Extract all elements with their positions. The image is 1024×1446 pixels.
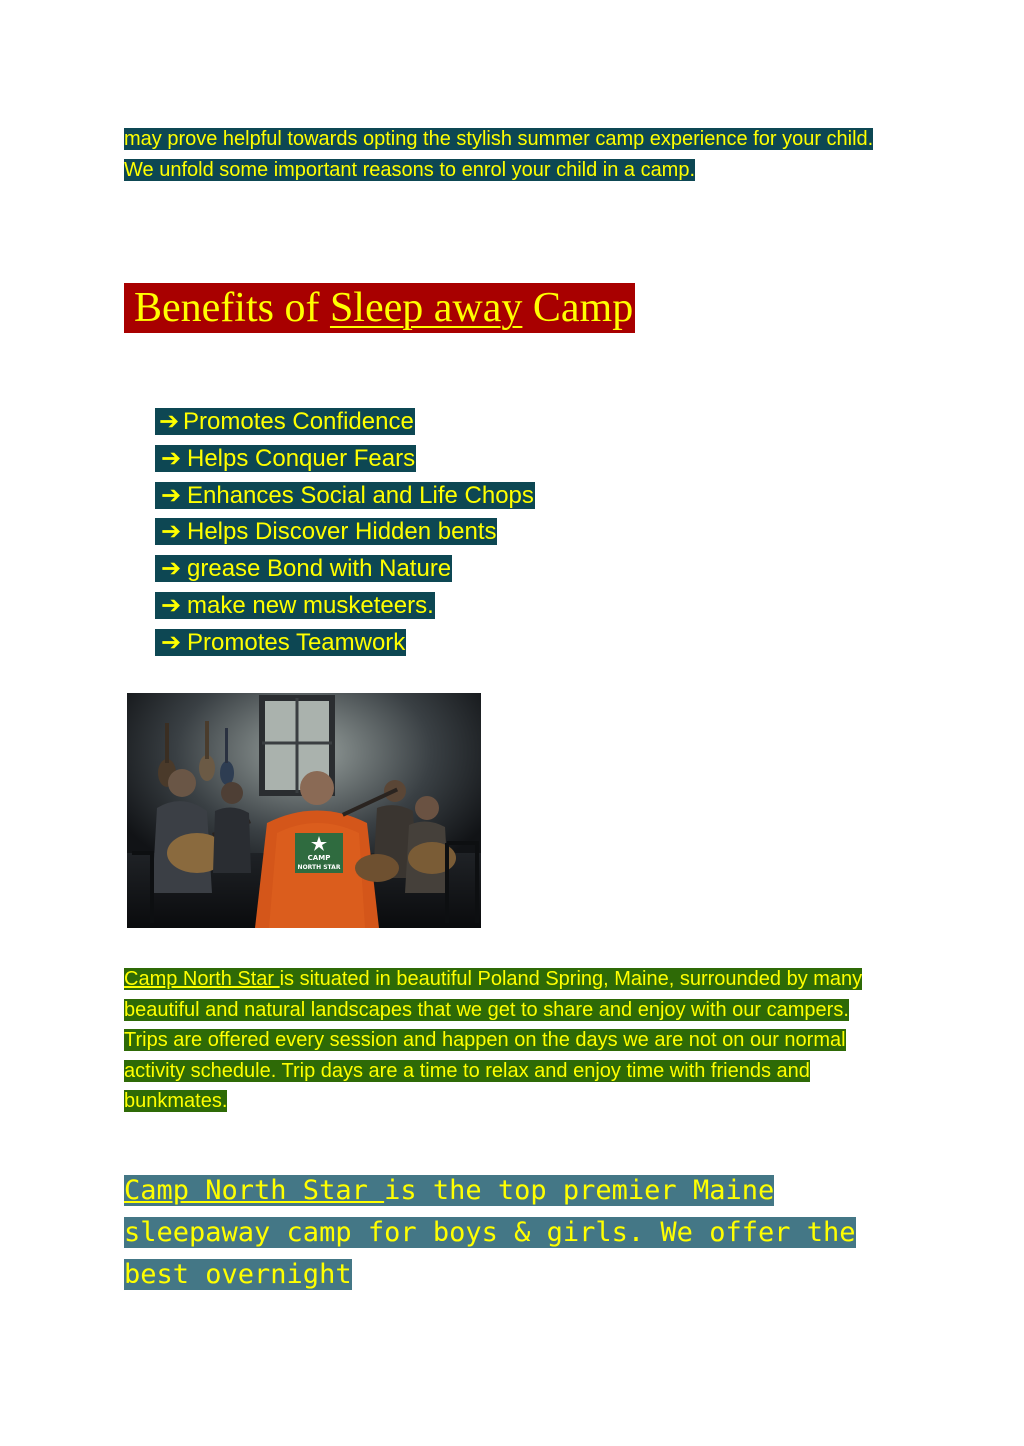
list-item bbox=[155, 514, 535, 551]
benefits-list bbox=[155, 404, 535, 662]
list-item bbox=[155, 478, 535, 515]
camp-photo bbox=[127, 693, 481, 928]
benefit-label: Promotes Confidence bbox=[183, 408, 414, 435]
premier-paragraph bbox=[124, 1170, 864, 1296]
list-item bbox=[155, 625, 535, 662]
arrow-right-icon: ➔ bbox=[160, 628, 182, 656]
arrow-right-icon: ➔ bbox=[160, 555, 182, 583]
benefit-label: make new musketeers. bbox=[187, 591, 434, 619]
sleep-away-link[interactable]: Sleep away bbox=[329, 285, 523, 331]
arrow-right-icon: ➔ bbox=[160, 518, 182, 546]
list-item bbox=[155, 404, 535, 441]
list-item bbox=[155, 441, 535, 478]
camp-paragraph bbox=[124, 964, 894, 1117]
shirt-text-line2: NORTH STAR bbox=[297, 864, 341, 871]
camp-north-star-link-2[interactable]: Camp North Star bbox=[124, 1175, 385, 1206]
arrow-right-icon: ➔ bbox=[160, 444, 182, 472]
list-item bbox=[155, 551, 535, 588]
benefit-label: Helps Conquer Fears bbox=[187, 444, 416, 472]
benefits-heading bbox=[124, 283, 635, 333]
camp-photo-illustration bbox=[127, 693, 481, 928]
camp-para-text: is situated in beautiful Poland Spring, Maine, surrounded by many beautiful and natural landscapes that we get to share and enjoy with our campers. Trips are offered every session and happen on the days we are not on our normal activity schedule. Trip days are a time to relax and enjoy time with friends and bunkmates. bbox=[124, 968, 863, 1113]
intro-text: may prove helpful towards opting the stylish summer camp experience for your child. We unfold some important reasons to enrol your child in a camp. bbox=[124, 128, 874, 181]
arrow-right-icon: ➔ bbox=[160, 481, 182, 509]
premier-text: is the top premier Maine sleepaway camp for boys & girls. We offer the best overnight bbox=[124, 1175, 856, 1290]
benefit-label: grease Bond with Nature bbox=[187, 555, 452, 583]
benefit-label: Enhances Social and Life Chops bbox=[187, 481, 534, 509]
benefit-label: Promotes Teamwork bbox=[187, 628, 406, 656]
arrow-right-icon: ➔ bbox=[160, 591, 182, 619]
heading-suffix: Camp bbox=[522, 285, 634, 331]
intro-paragraph bbox=[124, 124, 894, 186]
list-item bbox=[155, 588, 535, 625]
camp-north-star-link[interactable]: Camp North Star bbox=[124, 968, 280, 990]
arrow-right-icon: ➔ bbox=[158, 408, 180, 435]
benefit-label: Helps Discover Hidden bents bbox=[187, 518, 497, 546]
heading-prefix: Benefits of bbox=[134, 285, 330, 331]
shirt-text-line1: CAMP bbox=[307, 854, 331, 862]
